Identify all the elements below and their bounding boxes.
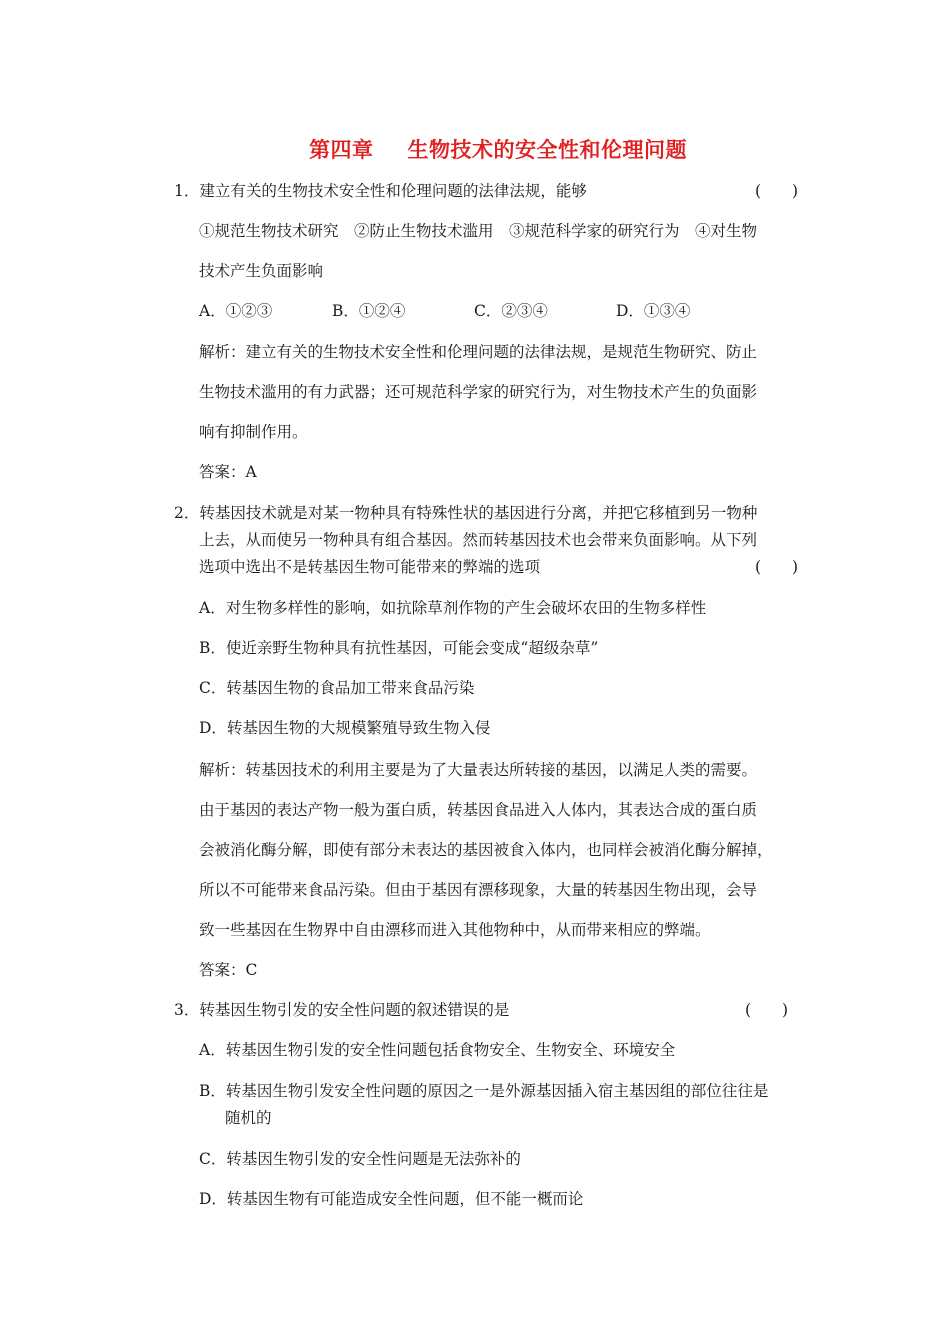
q1-answer: 答案：A (199, 463, 257, 481)
q2-option-b: B．使近亲野生物种具有抗性基因，可能会变成“超级杂草” (199, 639, 599, 657)
q1-option-d: D．①③④ (616, 302, 691, 320)
q1-items-line1: ①规范生物技术研究 ②防止生物技术滥用 ③规范科学家的研究行为 ④对生物 (199, 222, 758, 240)
q1-stem: 1．建立有关的生物技术安全性和伦理问题的法律法规，能够 (174, 182, 587, 200)
q1-option-b: B．①②④ (332, 302, 406, 320)
q2-option-d: D．转基因生物的大规模繁殖导致生物入侵 (199, 719, 491, 737)
q3-stem: 3．转基因生物引发的安全性问题的叙述错误的是 (174, 1001, 510, 1019)
q2-stem-line: 选项中选出不是转基因生物可能带来的弊端的选项 (199, 558, 541, 576)
q3-option-c: C．转基因生物引发的安全性问题是无法弥补的 (199, 1150, 521, 1168)
q2-analysis-line: 由于基因的表达产物一般为蛋白质，转基因食品进入人体内，其表达合成的蛋白质 (199, 801, 758, 819)
q2-analysis-line: 解析：转基因技术的利用主要是为了大量表达所转接的基因，以满足人类的需要。 (199, 761, 758, 779)
q2-option-c: C．转基因生物的食品加工带来食品污染 (199, 679, 475, 697)
q1-answer-paren: ( ) (755, 182, 799, 200)
q3-option-a: A．转基因生物引发的安全性问题包括食物安全、生物安全、环境安全 (199, 1041, 676, 1059)
q1-items-line2: 技术产生负面影响 (199, 262, 324, 280)
q1-options (199, 301, 690, 321)
q2-stem-line: 上去，从而使另一物种具有组合基因。然而转基因技术也会带来负面影响。从下列 (199, 531, 758, 549)
q3-option-d: D．转基因生物有可能造成安全性问题，但不能一概而论 (199, 1190, 584, 1208)
q3-option-b: B．转基因生物引发安全性问题的原因之一是外源基因插入宿主基因组的部位往往是 (199, 1082, 769, 1100)
q3-option-b-cont: 随机的 (225, 1109, 272, 1127)
q2-stem-line: 2．转基因技术就是对某一物种具有特殊性状的基因进行分离，并把它移植到另一物种 (174, 504, 758, 522)
q2-answer: 答案：C (199, 961, 258, 979)
q1-analysis-line: 生物技术滥用的有力武器；还可规范科学家的研究行为，对生物技术产生的负面影 (199, 383, 758, 401)
q3-answer-paren: ( ) (745, 1001, 789, 1019)
q1-analysis-line: 解析：建立有关的生物技术安全性和伦理问题的法律法规，是规范生物研究、防止 (199, 343, 758, 361)
q1-analysis-line: 响有抑制作用。 (199, 423, 308, 441)
q2-analysis-line: 所以不可能带来食品污染。但由于基因有漂移现象，大量的转基因生物出现，会导 (199, 881, 758, 899)
chapter-number: 第四章 (309, 138, 374, 162)
q2-analysis-line: 会被消化酶分解，即使有部分未表达的基因被食入体内，也同样会被消化酶分解掉， (199, 841, 773, 859)
q2-analysis-line: 致一些基因在生物界中自由漂移而进入其他物种中，从而带来相应的弊端。 (199, 921, 711, 939)
chapter-title (0, 134, 950, 164)
q2-answer-paren: ( ) (755, 558, 799, 576)
q2-option-a: A．对生物多样性的影响，如抗除草剂作物的产生会破坏农田的生物多样性 (199, 599, 707, 617)
q1-option-c: C．②③④ (474, 302, 548, 320)
chapter-name: 生物技术的安全性和伦理问题 (407, 138, 687, 162)
q1-option-a: A．①②③ (199, 302, 273, 320)
